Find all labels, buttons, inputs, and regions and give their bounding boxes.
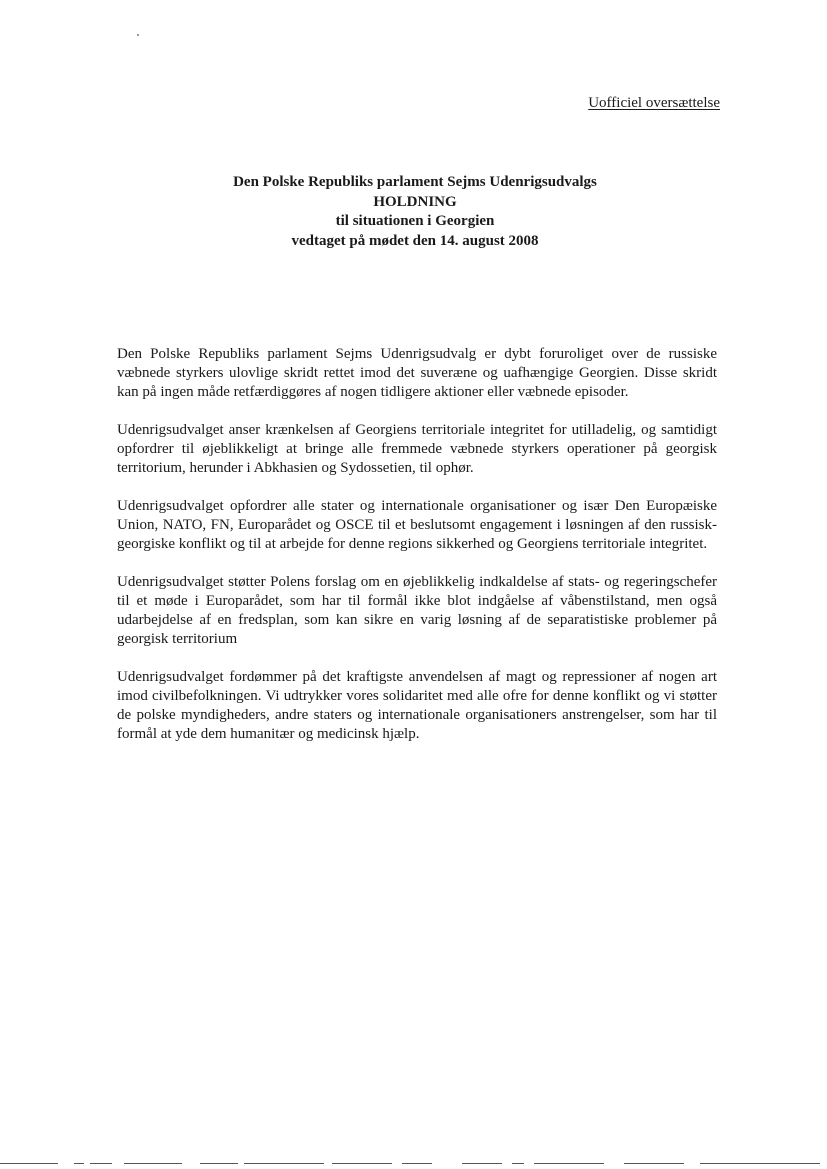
heading-line-committee: Den Polske Republiks parlament Sejms Udenrigsudvalgs — [233, 174, 597, 190]
paragraph: Udenrigsudvalget fordømmer på det kraftigste anvendelsen af magt og repressioner af nogen art imod civilbefolkningen. Vi udtrykker vores solidaritet med alle ofre for denne konflikt og vi støtter de polske myndigheders, andre staters og internationale organisationers anstrengelser, som har til formål at yde dem humanitær og medicinsk hjælp. — [117, 669, 717, 742]
document-heading — [150, 173, 680, 251]
paragraph: Udenrigsudvalget opfordrer alle stater og internationale organisationer og især Den Europæiske Union, NATO, FN, Europarådet og OSCE til et beslutsomt engagement i løsningen af den russisk-georgiske konflikt og til at arbejde for denne regions sikkerhed og Georgiens territoriale integritet. — [117, 498, 717, 552]
scan-edge-artifact — [0, 1163, 827, 1165]
document-body — [117, 345, 717, 763]
translation-note: Uofficiel oversættelse — [588, 95, 720, 111]
heading-line-date: vedtaget på mødet den 14. august 2008 — [291, 232, 539, 249]
paragraph: Udenrigsudvalget støtter Polens forslag om en øjeblikkelig indkaldelse af stats- og regeringschefer til et møde i Europarådet, som har til formål ikke blot indgåelse af våbenstilstand, men også udarbejdelse af en fredsplan, som kan sikre en varig løsning af de separatistiske problemer på georgisk territorium — [117, 574, 717, 647]
paragraph: Den Polske Republiks parlament Sejms Udenrigsudvalg er dybt foruroliget over de russiske væbnede styrkers ulovlige skridt rettet imod det suveræne og uafhængige Georgien. Disse skridt kan på ingen måde retfærdiggøres af nogen tidligere aktioner eller væbnede episoder. — [117, 346, 717, 400]
paragraph: Udenrigsudvalget anser krænkelsen af Georgiens territoriale integritet for utilladelig, og samtidigt opfordrer til øjeblikkeligt at bringe alle fremmede væbnede styrkers operationer på georgisk territorium, herunder i Abkhasien og Sydossetien, til ophør. — [117, 422, 717, 476]
scan-speck — [137, 34, 139, 36]
heading-line-subject: til situationen i Georgien — [335, 213, 495, 229]
heading-line-title: HOLDNING — [373, 193, 457, 210]
